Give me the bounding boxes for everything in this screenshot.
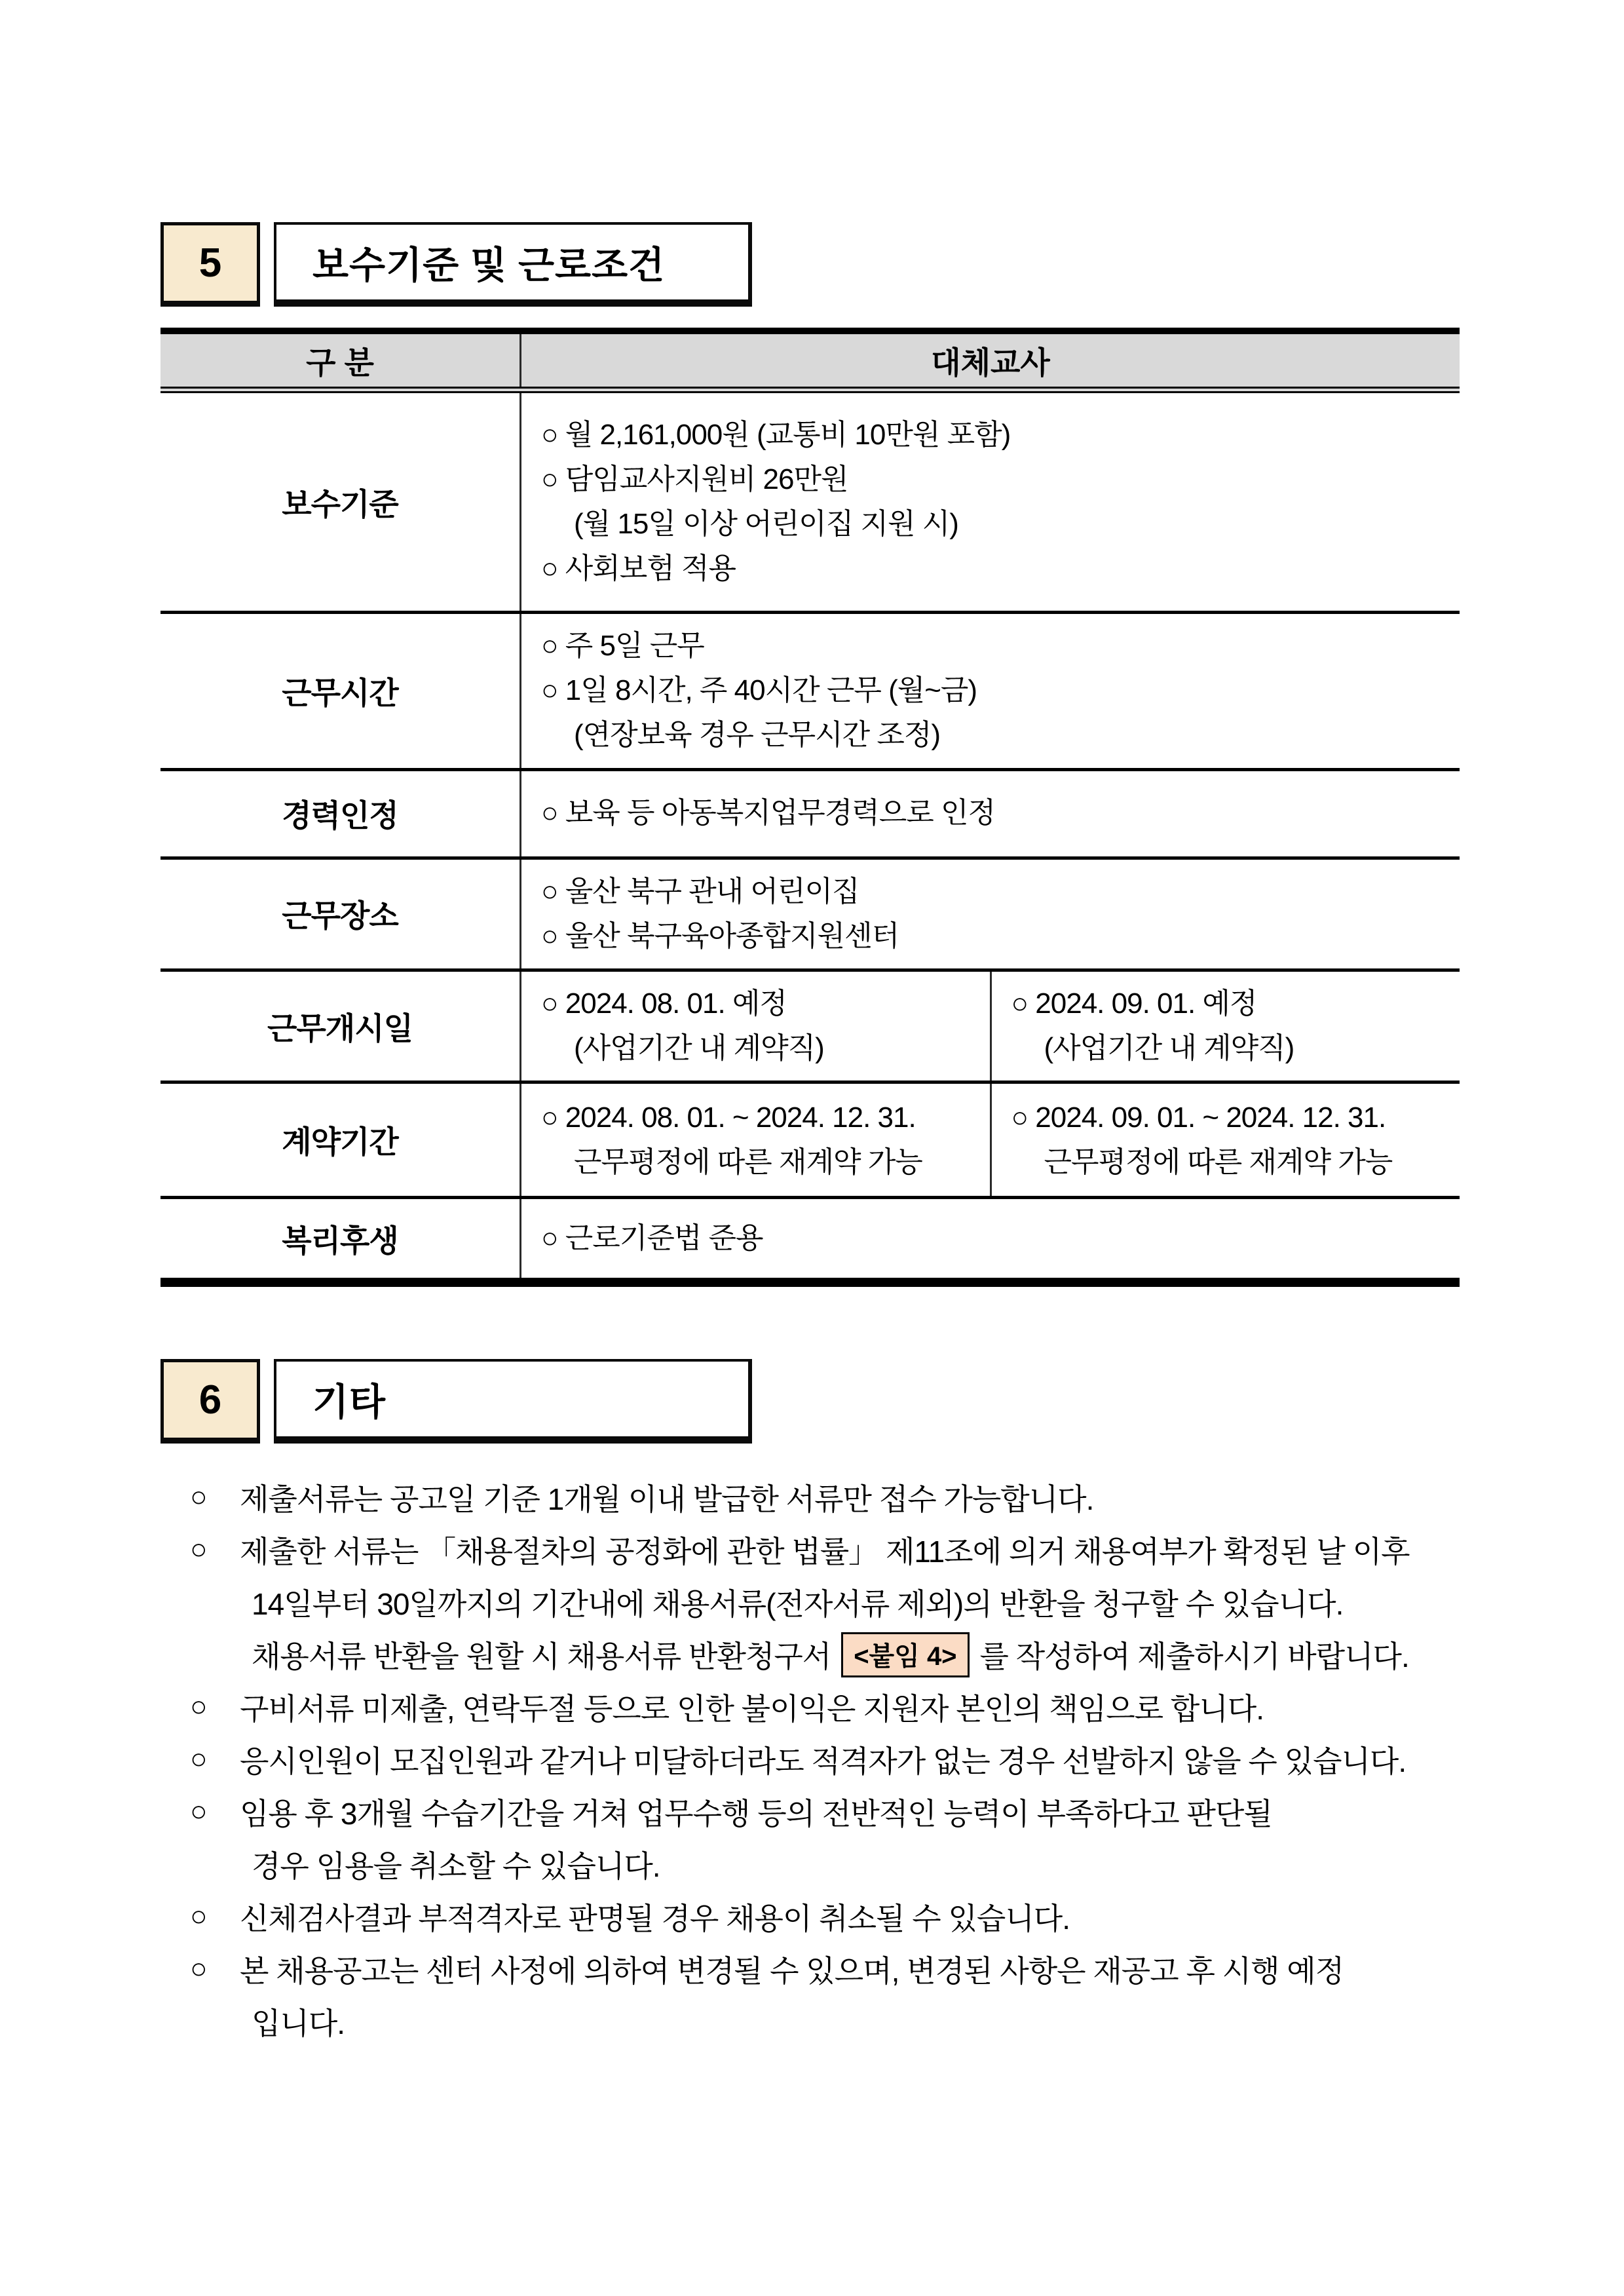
table-row-start-date bbox=[161, 972, 1460, 1084]
cell-line: ○ 울산 북구 관내 어린이집 bbox=[541, 875, 859, 908]
row-content bbox=[521, 393, 1460, 611]
list-item-text: 채용서류 반환을 원할 시 채용서류 반환청구서 bbox=[252, 1639, 831, 1674]
list-item-text: 응시인원이 모집인원과 같거나 미달하더라도 적격자가 없는 경우 선발하지 않을 수 있습니다. bbox=[240, 1744, 1407, 1779]
table-row-contract-period bbox=[161, 1084, 1460, 1199]
section-title: 보수기준 및 근로조건 bbox=[312, 244, 666, 286]
circle-bullet-marker: ○ bbox=[190, 1691, 207, 1723]
list-item-continuation bbox=[190, 1628, 1460, 1681]
circle-bullet-marker: ○ bbox=[190, 1953, 207, 1985]
list-item-text: 경우 임용을 취소할 수 있습니다. bbox=[252, 1849, 660, 1884]
row-content bbox=[521, 771, 1460, 856]
cell-line: (연장보육 경우 근무시간 조정) bbox=[574, 719, 941, 752]
list-item bbox=[190, 1681, 1460, 1733]
section-number: 5 bbox=[198, 240, 222, 286]
cell-line: 근무평정에 따른 재계약 가능 bbox=[574, 1145, 922, 1178]
list-item-text: 14일부터 30일까지의 기간내에 채용서류(전자서류 제외)의 반환을 청구할 수 있습니다. bbox=[252, 1587, 1344, 1622]
list-item bbox=[190, 1523, 1460, 1576]
section-title: 기타 bbox=[312, 1381, 387, 1424]
notes-list bbox=[161, 1471, 1460, 2048]
section-number: 6 bbox=[198, 1377, 222, 1423]
row-label: 근무개시일 bbox=[161, 972, 521, 1081]
list-item-continuation bbox=[190, 1838, 1460, 1890]
section-header-compensation bbox=[161, 222, 1460, 307]
circle-bullet-marker: ○ bbox=[190, 1900, 207, 1933]
cell-line: ○ 2024. 08. 01. 예정 bbox=[541, 987, 787, 1020]
sub-cell-left bbox=[521, 1084, 990, 1196]
cell-line: ○ 울산 북구육아종합지원센터 bbox=[541, 919, 899, 952]
list-item bbox=[190, 1943, 1460, 1995]
list-item bbox=[190, 1733, 1460, 1786]
row-label: 경력인정 bbox=[161, 771, 521, 856]
header-cell-category: 구 분 bbox=[161, 334, 521, 387]
cell-line: ○ 2024. 09. 01. 예정 bbox=[1011, 987, 1257, 1020]
list-item bbox=[190, 1890, 1460, 1943]
list-item-text: 입니다. bbox=[252, 2006, 345, 2041]
circle-bullet-marker: ○ bbox=[190, 1743, 207, 1776]
header-cell-substitute-teacher: 대체교사 bbox=[931, 345, 1050, 380]
circle-bullet-marker: ○ bbox=[190, 1795, 207, 1828]
cell-line: 근무평정에 따른 재계약 가능 bbox=[1044, 1145, 1393, 1178]
circle-bullet-marker: ○ bbox=[190, 1533, 207, 1566]
cell-line: (사업기간 내 계약직) bbox=[1044, 1032, 1294, 1065]
row-label: 보수기준 bbox=[161, 393, 521, 611]
list-item-text: 제출한 서류는 「채용절차의 공정화에 관한 법률」 제11조에 의거 채용여부가 확정된 날 이후 bbox=[240, 1535, 1410, 1569]
cell-line: ○ 사회보험 적용 bbox=[541, 552, 736, 585]
cell-line: (사업기간 내 계약직) bbox=[574, 1032, 824, 1065]
list-item-text: 신체검사결과 부적격자로 판명될 경우 채용이 취소될 수 있습니다. bbox=[240, 1902, 1070, 1936]
list-item-text: 제출서류는 공고일 기준 1개월 이내 발급한 서류만 접수 가능합니다. bbox=[240, 1482, 1094, 1517]
table-row-work-place bbox=[161, 860, 1460, 972]
section-title-box bbox=[274, 222, 752, 307]
circle-bullet-marker: ○ bbox=[190, 1481, 207, 1514]
cell-line: ○ 1일 8시간, 주 40시간 근무 (월~금) bbox=[541, 674, 977, 707]
section-number-badge bbox=[161, 1359, 260, 1444]
table-row-career-recognition bbox=[161, 771, 1460, 860]
compensation-table bbox=[161, 328, 1460, 1287]
row-split-content bbox=[521, 1084, 1460, 1196]
cell-line: ○ 주 5일 근무 bbox=[541, 630, 704, 662]
list-item-text: 임용 후 3개월 수습기간을 거쳐 업무수행 등의 전반적인 능력이 부족하다고 판단될 bbox=[240, 1797, 1272, 1831]
row-split-content bbox=[521, 972, 1460, 1081]
table-row-pay-standard bbox=[161, 393, 1460, 614]
row-content bbox=[521, 614, 1460, 768]
row-label: 계약기간 bbox=[161, 1084, 521, 1196]
list-item bbox=[190, 1786, 1460, 1838]
list-item-text: 구비서류 미제출, 연락두절 등으로 인한 불이익은 지원자 본인의 책임으로 합니다. bbox=[240, 1692, 1264, 1727]
row-label: 근무장소 bbox=[161, 860, 521, 968]
cell-line: ○ 월 2,161,000원 (교통비 10만원 포함) bbox=[541, 418, 1011, 451]
sub-cell-left bbox=[521, 972, 990, 1081]
row-content bbox=[521, 860, 1460, 968]
list-item-text: 본 채용공고는 센터 사정에 의하여 변경될 수 있으며, 변경된 사항은 재공고 후 시행 예정 bbox=[240, 1954, 1344, 1989]
row-label: 근무시간 bbox=[161, 614, 521, 768]
cell-line: ○ 2024. 08. 01. ~ 2024. 12. 31. bbox=[541, 1101, 916, 1134]
cell-line: ○ 보육 등 아동복지업무경력으로 인정 bbox=[541, 797, 996, 830]
document-content bbox=[161, 222, 1460, 2048]
cell-line: ○ 담임교사지원비 26만원 bbox=[541, 463, 848, 495]
list-item-continuation bbox=[190, 1995, 1460, 2048]
cell-line: ○ 근로기준법 준용 bbox=[541, 1222, 763, 1255]
list-item bbox=[190, 1471, 1460, 1523]
attachment-badge: <붙임 4> bbox=[841, 1632, 969, 1677]
section-header-etc bbox=[161, 1359, 1460, 1444]
sub-cell-right bbox=[990, 972, 1460, 1081]
section-number-badge bbox=[161, 222, 260, 307]
cell-line: (월 15일 이상 어린이집 지원 시) bbox=[574, 508, 958, 540]
table-row-welfare bbox=[161, 1199, 1460, 1278]
cell-line: ○ 2024. 09. 01. ~ 2024. 12. 31. bbox=[1011, 1101, 1386, 1134]
section-title-box bbox=[274, 1359, 752, 1444]
sub-cell-right bbox=[990, 1084, 1460, 1196]
row-content bbox=[521, 1199, 1460, 1278]
row-label: 복리후생 bbox=[161, 1199, 521, 1278]
table-row-work-hours bbox=[161, 614, 1460, 771]
list-item-text: 를 작성하여 제출하시기 바랍니다. bbox=[979, 1639, 1409, 1674]
list-item-continuation bbox=[190, 1576, 1460, 1628]
table-header-row bbox=[161, 334, 1460, 393]
